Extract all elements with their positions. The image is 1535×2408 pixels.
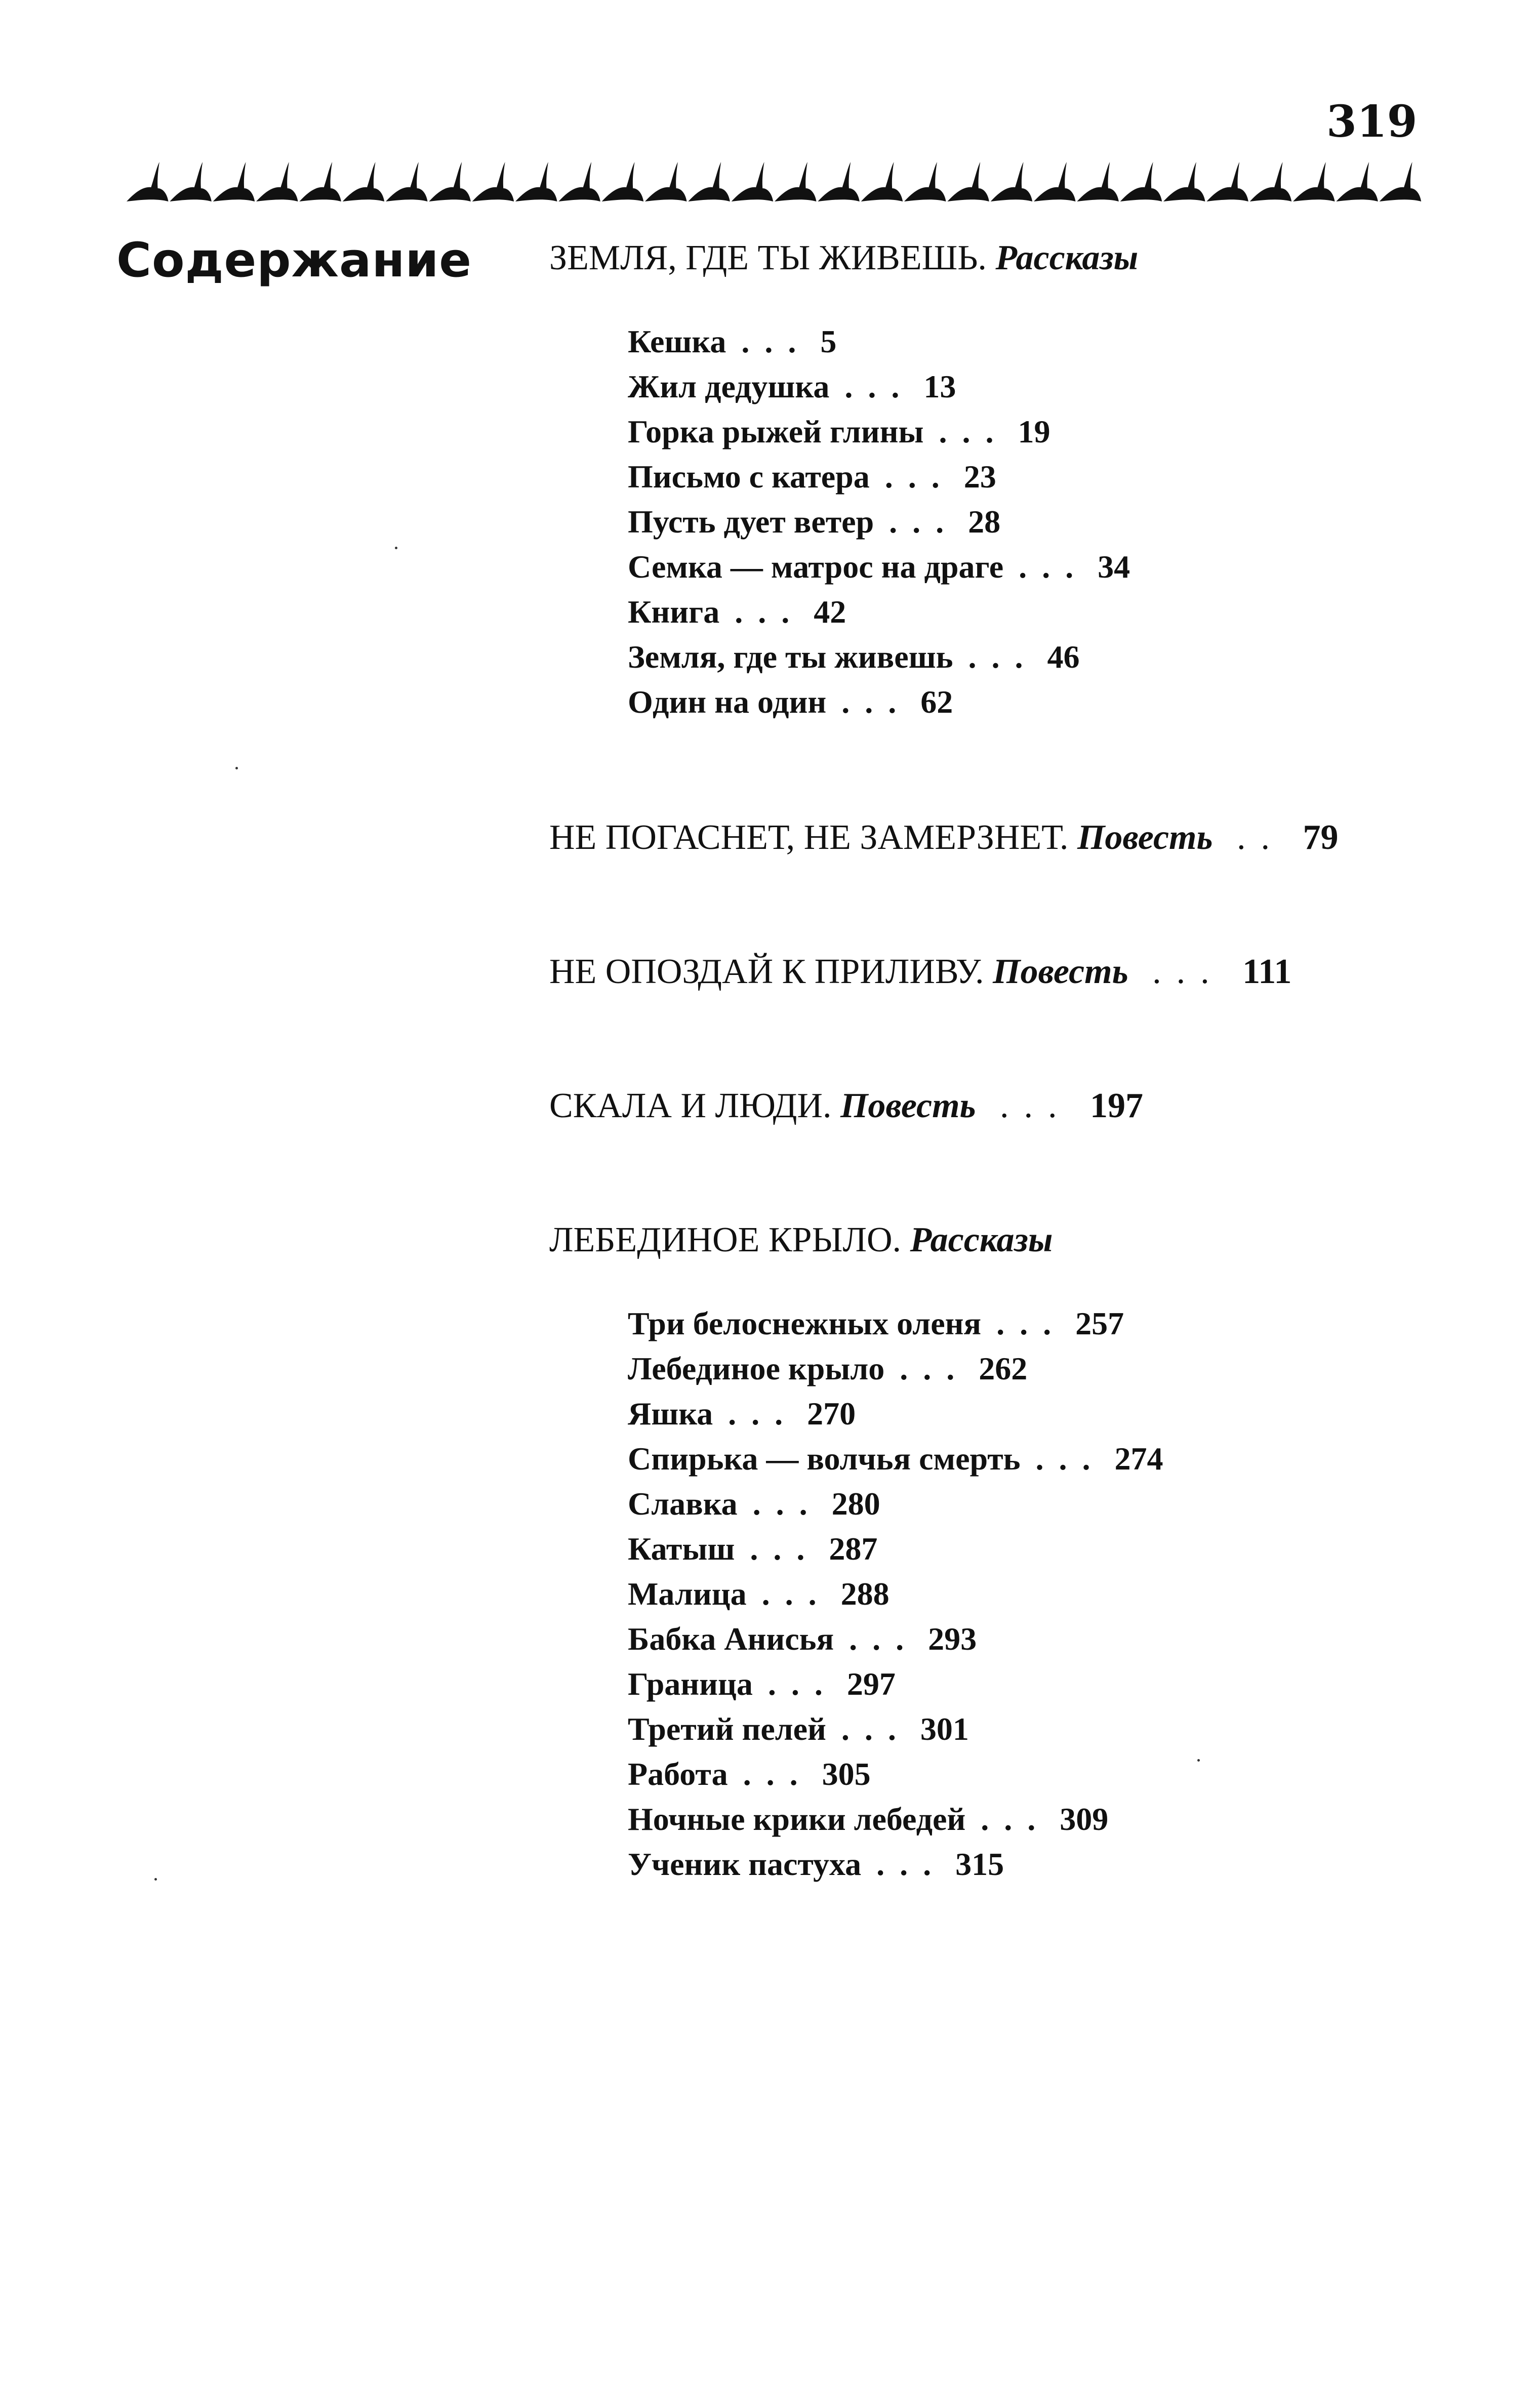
section-page: 79 <box>1303 818 1339 857</box>
swan-icon <box>602 162 644 201</box>
swan-icon <box>127 162 169 201</box>
entry-title: Письмо с катера <box>628 459 870 495</box>
swan-icon <box>904 162 946 201</box>
entry-page: 34 <box>1098 549 1130 585</box>
entry-title: Три белоснежных оленя <box>628 1305 982 1341</box>
section-title <box>549 952 1291 992</box>
entry-page: 315 <box>955 1846 1004 1882</box>
swan-icon <box>170 162 212 201</box>
section-genre: Рассказы <box>910 1220 1053 1259</box>
dot-leader: ... <box>900 1351 970 1386</box>
dot-leader: ... <box>841 684 912 720</box>
list-item <box>628 1436 1163 1481</box>
entry-title: Работа <box>628 1756 728 1792</box>
section-title-text: НЕ ОПОЗДАЙ К ПРИЛИВУ. <box>549 952 984 991</box>
swan-icon <box>515 162 557 201</box>
swan-icon <box>1293 162 1335 201</box>
dot-leader: ... <box>884 459 955 495</box>
list-item <box>628 679 1130 724</box>
dot-leader: ... <box>750 1531 820 1567</box>
dot-leader: ... <box>1035 1441 1106 1477</box>
story-list <box>628 1301 1163 1887</box>
dot-leader: ... <box>939 414 1009 450</box>
swan-icon <box>558 162 600 201</box>
dot-leader: ... <box>752 1486 823 1522</box>
entry-title: Семка — матрос на драге <box>628 549 1004 585</box>
entry-page: 297 <box>846 1666 896 1702</box>
list-item <box>628 589 1130 634</box>
entry-title: Лебединое крыло <box>628 1351 885 1386</box>
entry-title: Яшка <box>628 1396 713 1432</box>
list-item <box>628 454 1130 499</box>
dot-leader: ... <box>1019 549 1089 585</box>
list-item <box>628 1661 1163 1706</box>
swan-icon <box>688 162 730 201</box>
list-item <box>628 1301 1163 1346</box>
entry-title: Граница <box>628 1666 753 1702</box>
contents-heading: Содержание <box>116 233 472 288</box>
section-title <box>549 1220 1053 1260</box>
entry-page: 262 <box>979 1351 1028 1386</box>
entry-title: Катыш <box>628 1531 735 1567</box>
list-item <box>628 1526 1163 1571</box>
swan-icon <box>1034 162 1076 201</box>
swan-icon <box>645 162 687 201</box>
section-genre: Повесть <box>840 1086 976 1125</box>
list-item <box>628 499 1130 544</box>
list-item <box>628 634 1130 679</box>
swan-icon <box>1250 162 1292 201</box>
dot-leader: .. <box>1236 818 1285 857</box>
dot-leader: ... <box>768 1666 838 1702</box>
dot-leader: ... <box>981 1801 1051 1837</box>
page-number: 319 <box>1326 96 1418 147</box>
entry-title: Один на один <box>628 684 827 720</box>
list-item <box>628 1842 1163 1887</box>
section-title-text: НЕ ПОГАСНЕТ, НЕ ЗАМЕРЗНЕТ. <box>549 818 1069 857</box>
entry-title: Кешка <box>628 323 726 359</box>
list-item <box>628 364 1130 409</box>
section-title-text: СКАЛА И ЛЮДИ. <box>549 1086 832 1125</box>
dot-leader: ... <box>844 369 915 404</box>
swan-icon <box>861 162 903 201</box>
entry-page: 305 <box>822 1756 871 1792</box>
list-item <box>628 1481 1163 1526</box>
swan-icon <box>818 162 860 201</box>
dot-leader: ... <box>743 1756 813 1792</box>
list-item <box>628 409 1130 454</box>
entry-page: 28 <box>968 504 1001 540</box>
dot-leader: ... <box>968 639 1038 675</box>
entry-page: 280 <box>831 1486 880 1522</box>
section-page: 197 <box>1090 1086 1144 1125</box>
entry-page: 287 <box>829 1531 878 1567</box>
entry-page: 288 <box>840 1576 890 1612</box>
dot-leader: ... <box>996 1305 1067 1341</box>
scan-speck <box>154 1878 157 1881</box>
entry-page: 42 <box>814 594 846 630</box>
entry-title: Горка рыжей глины <box>628 414 924 450</box>
list-item <box>628 1616 1163 1661</box>
list-item <box>628 1751 1163 1797</box>
swan-icon <box>1380 162 1422 201</box>
entry-page: 23 <box>963 459 996 495</box>
entry-title: Жил дедушка <box>628 369 830 404</box>
entry-page: 274 <box>1114 1441 1163 1477</box>
dot-leader: ... <box>849 1621 919 1657</box>
section-genre: Повесть <box>1077 818 1213 857</box>
entry-page: 5 <box>820 323 837 359</box>
dot-leader: ... <box>841 1711 911 1747</box>
entry-title: Книга <box>628 594 720 630</box>
entry-page: 19 <box>1018 414 1051 450</box>
swan-icon <box>299 162 341 201</box>
swan-icon <box>1163 162 1205 201</box>
swan-icon <box>1336 162 1378 201</box>
section-title <box>549 1086 1143 1126</box>
dot-leader: ... <box>761 1576 832 1612</box>
entry-title: Малица <box>628 1576 747 1612</box>
swan-icon <box>991 162 1033 201</box>
entry-page: 270 <box>807 1396 856 1432</box>
list-item <box>628 319 1130 364</box>
dot-leader: ... <box>876 1846 947 1882</box>
section-title <box>549 238 1138 278</box>
entry-page: 293 <box>928 1621 977 1657</box>
list-item <box>628 1346 1163 1391</box>
list-item <box>628 1571 1163 1616</box>
scan-speck <box>235 767 238 769</box>
entry-page: 62 <box>920 684 953 720</box>
entry-title: Земля, где ты живешь <box>628 639 953 675</box>
entry-title: Ночные крики лебедей <box>628 1801 966 1837</box>
swan-icon <box>1120 162 1162 201</box>
swan-icon <box>213 162 255 201</box>
entry-page: 46 <box>1047 639 1080 675</box>
dot-leader: ... <box>889 504 959 540</box>
entry-title: Ученик пастуха <box>628 1846 862 1882</box>
list-item <box>628 1797 1163 1842</box>
section-title-text: ЛЕБЕДИНОЕ КРЫЛО. <box>549 1220 902 1259</box>
section-genre: Повесть <box>993 952 1128 991</box>
section-page: 111 <box>1242 952 1292 991</box>
section-genre: Рассказы <box>995 238 1139 277</box>
swan-icon <box>947 162 989 201</box>
swan-icon <box>1206 162 1248 201</box>
story-list <box>628 319 1130 724</box>
list-item <box>628 544 1130 589</box>
section-title-text: ЗЕМЛЯ, ГДЕ ТЫ ЖИВЕШЬ. <box>549 238 987 277</box>
dot-leader: ... <box>1152 952 1225 991</box>
entry-page: 301 <box>920 1711 969 1747</box>
dot-leader: ... <box>1000 1086 1072 1125</box>
dot-leader: ... <box>728 1396 798 1432</box>
scan-speck <box>1197 1759 1200 1762</box>
entry-title: Спирька — волчья смерть <box>628 1441 1021 1477</box>
swan-icon <box>732 162 774 201</box>
entry-page: 257 <box>1075 1305 1124 1341</box>
decorative-swan-border <box>127 152 1423 213</box>
entry-page: 309 <box>1060 1801 1109 1837</box>
entry-title: Пусть дует ветер <box>628 504 874 540</box>
scan-speck <box>395 547 397 549</box>
list-item <box>628 1706 1163 1751</box>
swan-icon <box>343 162 385 201</box>
entry-title: Бабка Анисья <box>628 1621 834 1657</box>
swan-icon <box>256 162 298 201</box>
entry-page: 13 <box>923 369 956 404</box>
section-title <box>549 818 1338 858</box>
list-item <box>628 1391 1163 1436</box>
swan-icon <box>775 162 817 201</box>
dot-leader: ... <box>741 323 812 359</box>
entry-title: Славка <box>628 1486 738 1522</box>
swan-icon <box>1077 162 1119 201</box>
swan-icon <box>472 162 514 201</box>
dot-leader: ... <box>735 594 805 630</box>
swan-icon <box>429 162 471 201</box>
entry-title: Третий пелей <box>628 1711 826 1747</box>
swan-icon <box>386 162 428 201</box>
